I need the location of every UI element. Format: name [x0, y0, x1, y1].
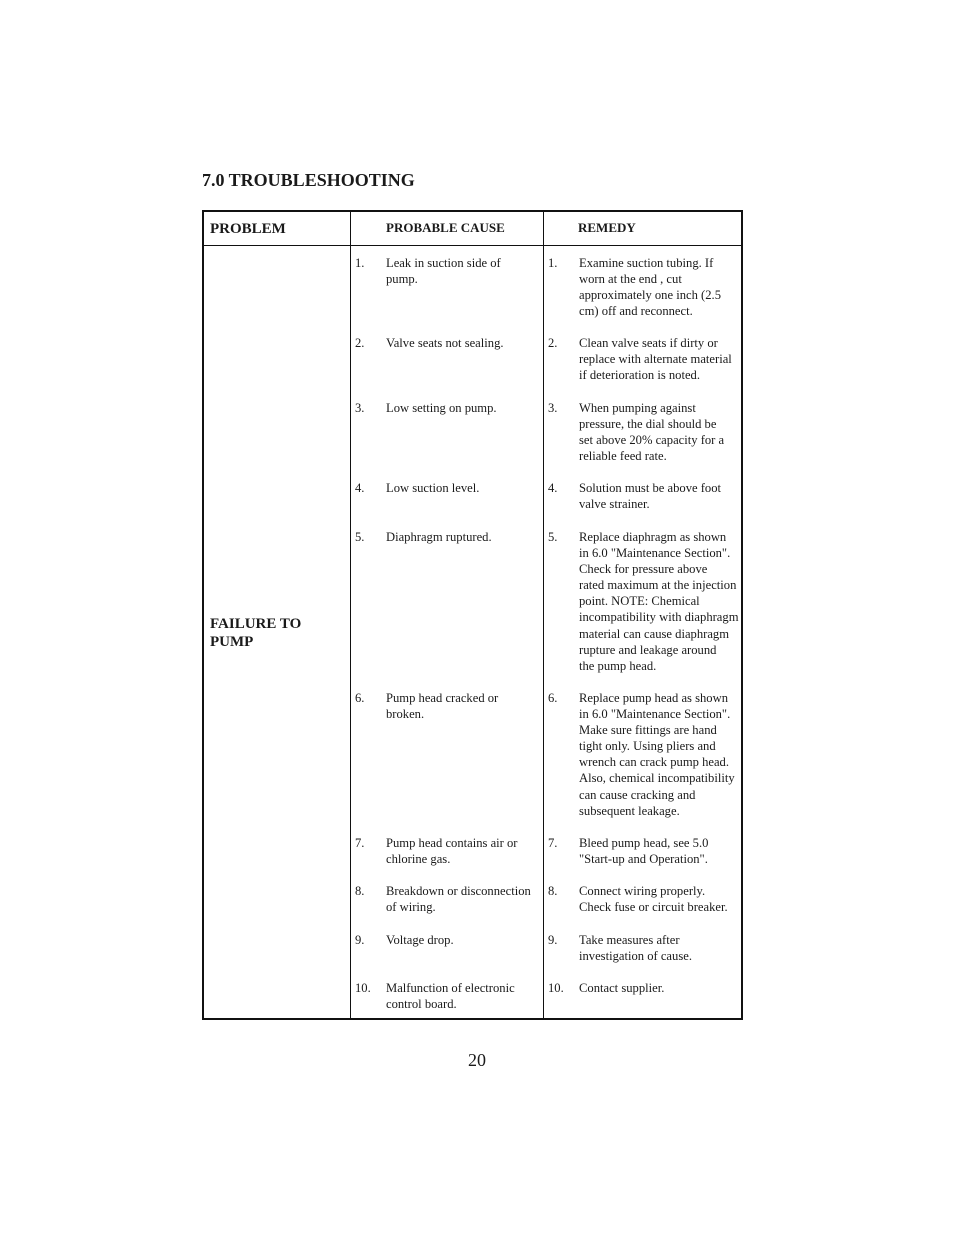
header-divider — [204, 245, 741, 246]
remedy-text: Connect wiring properly. Check fuse or circuit breaker. — [579, 884, 728, 915]
remedy-number: 1. — [548, 256, 558, 270]
section-title: 7.0 TROUBLESHOOTING — [202, 170, 415, 190]
problem-failure-to-pump: FAILURE TO PUMP — [210, 616, 302, 650]
remedy-number: 8. — [548, 884, 558, 898]
cause-number: 1. — [355, 256, 365, 270]
cause-text: Breakdown or disconnection of wiring. — [386, 884, 531, 915]
cause-number: 7. — [355, 836, 365, 850]
cause-text: Low suction level. — [386, 481, 480, 495]
cause-text: Low setting on pump. — [386, 401, 497, 415]
cause-text: Valve seats not sealing. — [386, 336, 504, 350]
remedy-number: 3. — [548, 401, 558, 415]
cause-number: 9. — [355, 933, 365, 947]
cause-text: Pump head contains air or chlorine gas. — [386, 836, 518, 867]
cause-text: Voltage drop. — [386, 933, 454, 947]
header-probable-cause: PROBABLE CAUSE — [386, 220, 505, 235]
cause-text: Pump head cracked or broken. — [386, 691, 499, 722]
remedy-text: Bleed pump head, see 5.0 "Start-up and Operation". — [579, 836, 709, 867]
remedy-text: Take measures after investigation of cause. — [579, 933, 692, 964]
remedy-text: Clean valve seats if dirty or replace with alternate material if deterioration is noted. — [579, 336, 732, 383]
cause-number: 4. — [355, 481, 365, 495]
remedy-number: 2. — [548, 336, 558, 350]
remedy-text: Examine suction tubing. If worn at the end , cut approximately one inch (2.5 cm) off and reconnect. — [579, 256, 721, 319]
remedy-number: 9. — [548, 933, 558, 947]
remedy-number: 6. — [548, 691, 558, 705]
remedy-number: 4. — [548, 481, 558, 495]
remedy-text: When pumping against pressure, the dial should be set above 20% capacity for a reliable feed rate. — [579, 401, 725, 464]
cause-number: 8. — [355, 884, 365, 898]
header-remedy: REMEDY — [578, 220, 636, 235]
column-divider — [543, 212, 544, 1018]
cause-text: Malfunction of electronic control board. — [386, 981, 515, 1012]
troubleshooting-table — [202, 210, 743, 1020]
remedy-text: Solution must be above foot valve strainer. — [579, 481, 722, 512]
cause-number: 6. — [355, 691, 365, 705]
remedy-text: Replace pump head as shown in 6.0 "Maintenance Section". Make sure fittings are hand tight only. Using pliers and wrench can crack pump head. Also, chemical incompatibility can cause cracking and subsequent leakage. — [579, 691, 735, 818]
remedy-number: 7. — [548, 836, 558, 850]
cause-number: 3. — [355, 401, 365, 415]
column-divider — [350, 212, 351, 1018]
header-problem: PROBLEM — [210, 221, 286, 237]
cause-number: 5. — [355, 530, 365, 544]
cause-text: Leak in suction side of pump. — [386, 256, 501, 287]
remedy-number: 10. — [548, 981, 564, 995]
remedy-number: 5. — [548, 530, 558, 544]
cause-text: Diaphragm ruptured. — [386, 530, 492, 544]
cause-number: 2. — [355, 336, 365, 350]
remedy-text: Contact supplier. — [579, 981, 665, 995]
remedy-text: Replace diaphragm as shown in 6.0 "Maintenance Section". Check for pressure above rated maximum at the injection point. NOTE: Chemical incompatibility with diaphragm material can cause diaphragm rupture and leakage around the pump head. — [579, 530, 739, 673]
cause-number: 10. — [355, 981, 371, 995]
page-number: 20 — [468, 1050, 486, 1070]
